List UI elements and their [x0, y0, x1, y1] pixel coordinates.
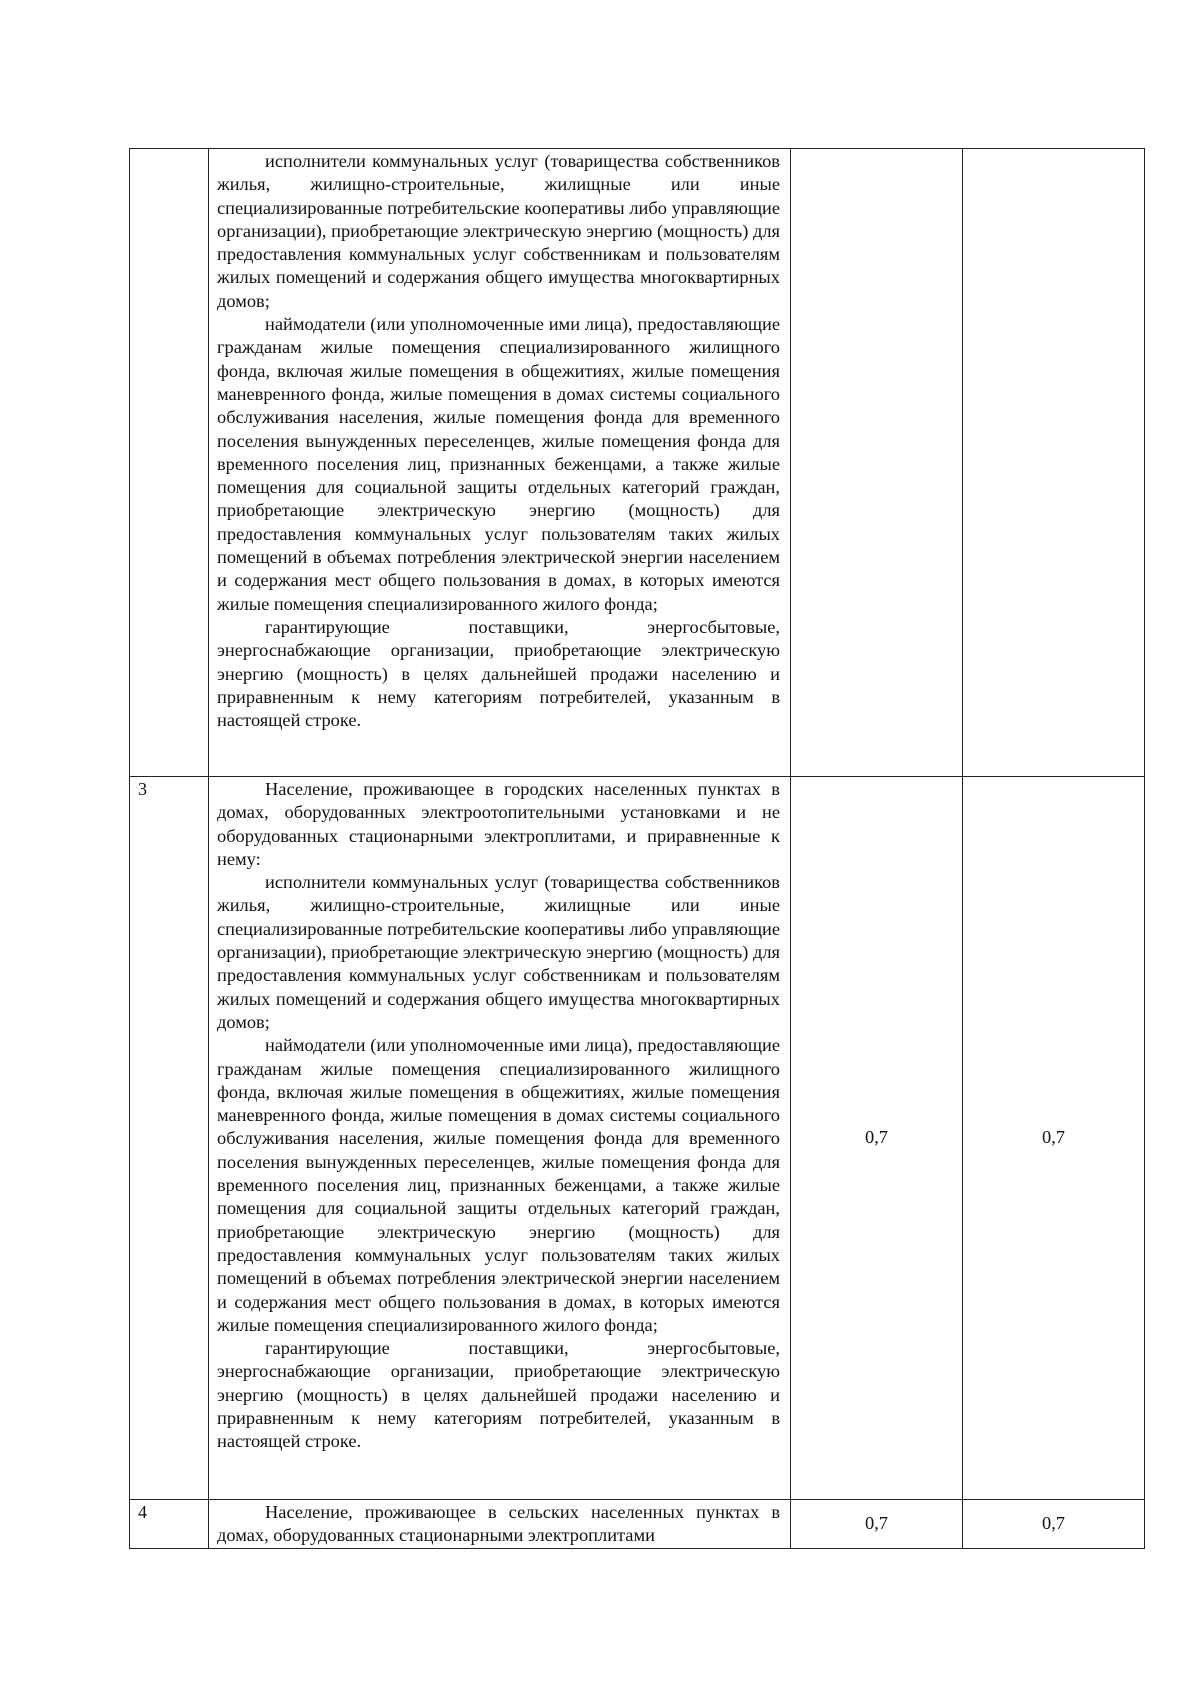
row-value-2-cell: 0,7	[963, 1500, 1145, 1549]
paragraph: исполнители коммунальных услуг (товарищества собственников жилья, жилищно-строительные, жилищные или иные специализированные потребительские кооперативы либо управляющие организации), приобретающие электрическую энергию (мощность) для предоставления коммунальных услуг собственникам и пользователям жилых помещений и содержания общего имущества многоквартирных домов;	[217, 151, 780, 311]
row-value-2-cell	[963, 149, 1145, 777]
table-row	[130, 149, 1145, 777]
paragraph: наймодатели (или уполномоченные ими лица), предоставляющие гражданам жилые помещения специализированного жилищного фонда, включая жилые помещения в общежитиях, жилые помещения маневренного фонда, жилые помещения в домах системы социального обслуживания населения, жилые помещения фонда для временного поселения вынужденных переселенцев, жилые помещения фонда для временного поселения лиц, признанных беженцами, а также жилые помещения для социальной защиты отдельных категорий граждан, приобретающие электрическую энергию (мощность) для предоставления коммунальных услуг пользователям таких жилых помещений в объемах потребления электрической энергии населением и содержания мест общего пользования в домах, в которых имеются жилые помещения специализированного жилого фонда;	[217, 314, 780, 614]
paragraph: исполнители коммунальных услуг (товарищества собственников жилья, жилищно-строительные, жилищные или иные специализированные потребительские кооперативы либо управляющие организации), приобретающие электрическую энергию (мощность) для предоставления коммунальных услуг собственникам и пользователям жилых помещений и содержания общего имущества многоквартирных домов;	[217, 872, 780, 1032]
row-value-1-cell: 0,7	[791, 1500, 963, 1549]
row-value-1-cell	[791, 149, 963, 777]
paragraph: гарантирующие поставщики, энергосбытовые, энергоснабжающие организации, приобретающие электрическую энергию (мощность) в целях дальнейшей продажи населению и приравненным к нему категориям потребителей, указанным в настоящей строке.	[217, 616, 780, 731]
row-value-1-cell: 0,7	[791, 777, 963, 1500]
row-number-cell: 3	[130, 777, 209, 1500]
row-value-2-cell: 0,7	[963, 777, 1145, 1500]
paragraph: наймодатели (или уполномоченные ими лица), предоставляющие гражданам жилые помещения специализированного жилищного фонда, включая жилые помещения в общежитиях, жилые помещения маневренного фонда, жилые помещения в домах системы социального обслуживания населения, жилые помещения фонда для временного поселения вынужденных переселенцев, жилые помещения фонда для временного поселения лиц, признанных беженцами, а также жилые помещения для социальной защиты отдельных категорий граждан, приобретающие электрическую энергию (мощность) для предоставления коммунальных услуг пользователям таких жилых помещений в объемах потребления электрической энергии населением и содержания мест общего пользования в домах, в которых имеются жилые помещения специализированного жилого фонда;	[217, 1035, 780, 1335]
paragraph: Население, проживающее в городских населенных пунктах в домах, оборудованных электроотопительными установками и не оборудованных стационарными электроплитами, и приравненные к нему:	[217, 779, 780, 869]
tariff-table	[129, 148, 1145, 1549]
row-description-cell	[209, 149, 791, 777]
row-description-cell	[209, 1500, 791, 1549]
table-row	[130, 1500, 1145, 1549]
row-number-cell: 4	[130, 1500, 209, 1549]
row-description-cell	[209, 777, 791, 1500]
paragraph: Население, проживающее в сельских населенных пунктах в домах, оборудованных стационарными электроплитами	[217, 1502, 780, 1546]
paragraph: гарантирующие поставщики, энергосбытовые, энергоснабжающие организации, приобретающие электрическую энергию (мощность) в целях дальнейшей продажи населению и приравненным к нему категориям потребителей, указанным в настоящей строке.	[217, 1338, 780, 1452]
row-number-cell	[130, 149, 209, 777]
table-row	[130, 777, 1145, 1500]
